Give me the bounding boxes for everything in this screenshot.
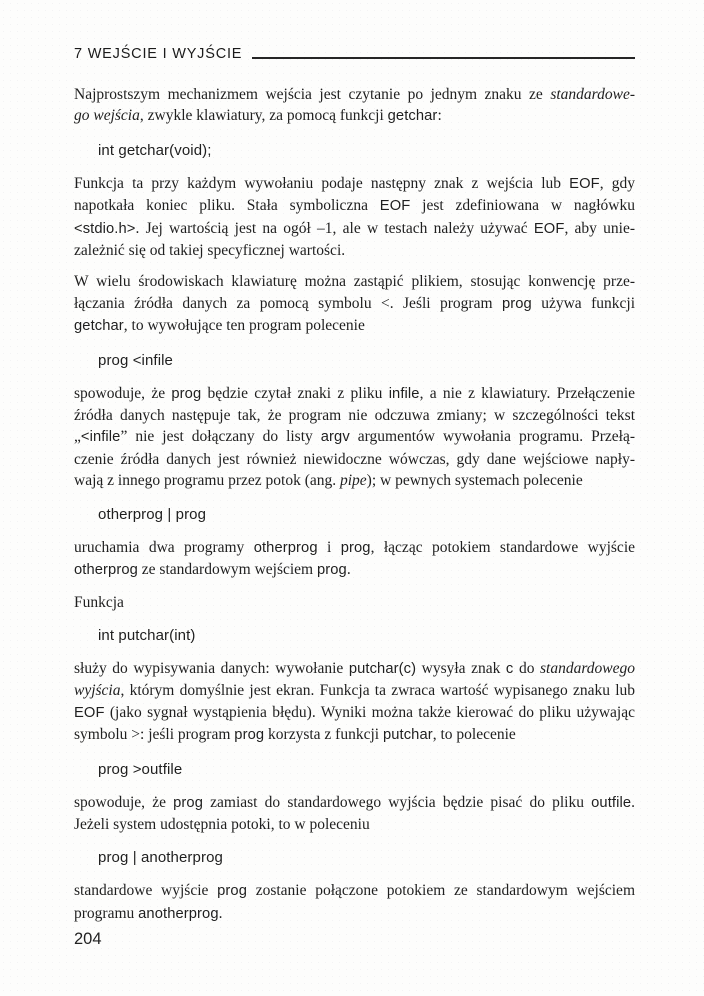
code-line: int putchar(int) xyxy=(98,626,196,644)
text-line: Funkcja ta przy każdym wywołaniu podaje następny znak z wejścia lub EOF, gdy xyxy=(74,174,635,192)
text-line: Najprostszym mechanizmem wejścia jest czytanie po jednym znaku ze standardowe- xyxy=(74,86,635,103)
code-line: prog <infile xyxy=(98,351,173,369)
paragraph xyxy=(74,383,635,492)
text-line: spowoduje, że prog będzie czytał znaki z pliku infile, a nie z klawiatury. Przełączenie xyxy=(74,384,635,402)
text-line: zależnić się od takiej specyficznej wartości. xyxy=(74,242,346,260)
text-line: Funkcja xyxy=(74,593,124,611)
page-body xyxy=(74,84,635,925)
paragraph xyxy=(74,792,635,836)
text-line: EOF (jako sygnał wystąpienia błędu). Wyniki można także kierować do pliku używając xyxy=(74,703,635,721)
paragraph xyxy=(74,880,635,925)
paragraph xyxy=(74,537,635,582)
chapter-header xyxy=(74,46,635,62)
text-line: źródła danych następuje tak, że program nie odczuwa zmiany; w szczególności tekst xyxy=(74,407,635,425)
text-line: programu anotherprog. xyxy=(74,904,223,922)
paragraph xyxy=(74,173,635,262)
paragraph xyxy=(74,271,635,337)
text-line: wają z innego programu przez potok (ang. pipe); w pewnych systemach polecenie xyxy=(74,472,583,490)
text-line: łączania źródła danych za pomocą symbolu <. Jeśli program prog używa funkcji xyxy=(74,294,635,312)
text-line: go wejścia, zwykle klawiatury, za pomocą funkcji getchar: xyxy=(74,107,442,125)
text-line: getchar, to wywołujące ten program polecenie xyxy=(74,317,365,335)
text-line: <stdio.h>. Jej wartością jest na ogół –1, ale w testach należy używać EOF, aby unie- xyxy=(74,219,635,237)
code-line: prog >outfile xyxy=(98,760,183,778)
text-line: spowoduje, że prog zamiast do standardowego wyjścia będzie pisać do pliku outfile. xyxy=(74,793,635,811)
paragraph xyxy=(74,84,635,128)
text-line: Jeżeli system udostępnia potoki, to w poleceniu xyxy=(74,815,370,833)
text-line: napotkała koniec pliku. Stała symboliczna EOF jest zdefiniowana w nagłówku xyxy=(74,197,635,215)
header-rule xyxy=(252,57,635,59)
chapter-title: 7 WEJŚCIE I WYJŚCIE xyxy=(74,46,243,62)
text-line: czenie źródła danych jest również niewidoczne wówczas, gdy dane wejściowe napły- xyxy=(74,450,635,468)
paragraph xyxy=(74,592,635,613)
text-line: uruchamia dwa programy otherprog i prog, łącząc potokiem standardowe wyjście xyxy=(74,538,635,556)
code-line: prog | anotherprog xyxy=(98,849,223,867)
text-line: służy do wypisywania danych: wywołanie putchar(c) wysyła znak c do standardowego xyxy=(74,659,636,677)
page-number: 204 xyxy=(74,930,102,949)
text-line: „<infile” nie jest dołączany do listy argv argumentów wywołania programu. Przełą- xyxy=(74,428,635,446)
text-line: W wielu środowiskach klawiaturę można zastąpić plikiem, stosując konwencję prze- xyxy=(74,273,635,291)
code-line: otherprog | prog xyxy=(98,505,207,523)
text-line: wyjścia, którym domyślnie jest ekran. Funkcja ta zwraca wartość wypisanego znaku lub xyxy=(74,682,635,700)
text-line: otherprog ze standardowym wejściem prog. xyxy=(74,561,351,579)
code-line: int getchar(void); xyxy=(98,141,212,159)
paragraph xyxy=(74,658,635,747)
text-line: standardowe wyjście prog zostanie połączone potokiem ze standardowym wejściem xyxy=(74,882,635,900)
text-line: symbolu >: jeśli program prog korzysta z funkcji putchar, to polecenie xyxy=(74,726,516,744)
